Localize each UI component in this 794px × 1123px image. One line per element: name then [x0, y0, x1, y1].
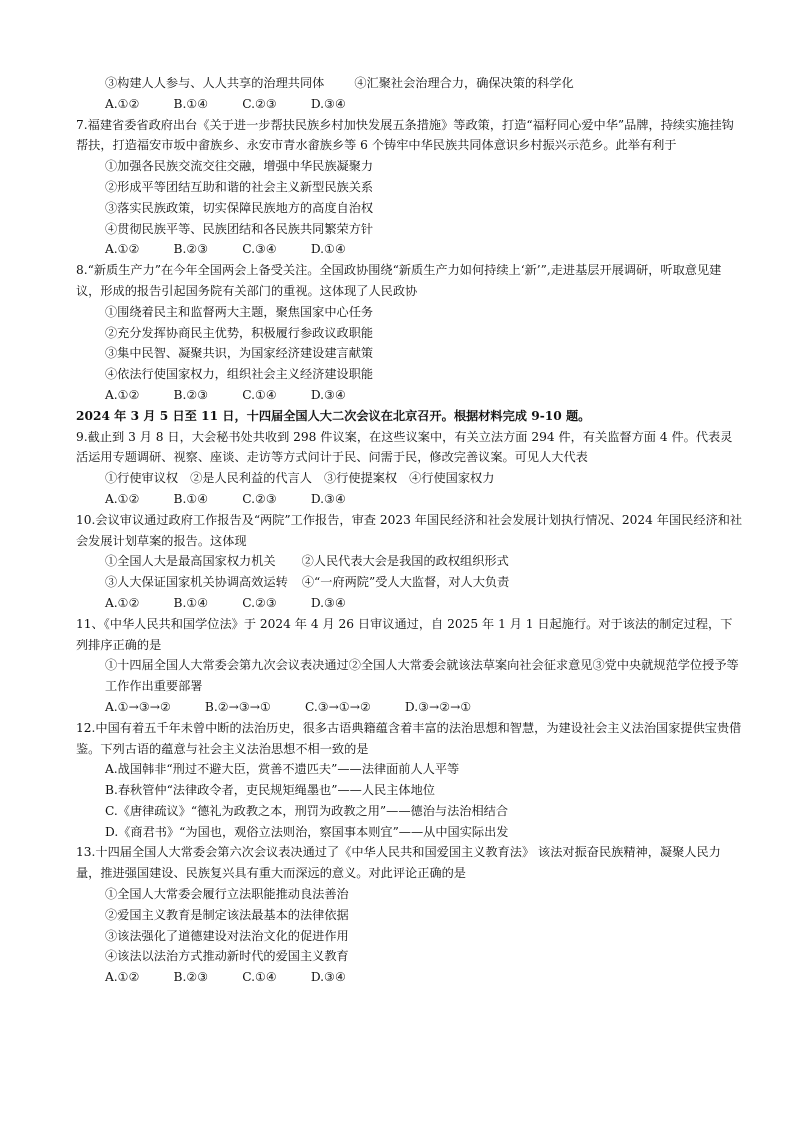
q8-option-d: D.③④	[310, 387, 346, 402]
q11-option-d: D.③→②→①	[404, 699, 472, 714]
q7-item-1: ①加强各民族交流交往交融，增强中华民族凝聚力	[105, 159, 374, 174]
q13-item-4: ④该法以法治方式推动新时代的爱国主义教育	[105, 949, 349, 964]
q13-option-b: B.②③	[173, 970, 209, 985]
q8-item-3: ③集中民智、凝聚共识，为国家经济建设建言献策	[105, 346, 374, 361]
q8-item-4: ④依法行使国家权力，组织社会主义经济建设职能	[105, 367, 374, 382]
q10-items-row1	[76, 551, 744, 572]
q11-stem: 11、《中华人民共和国学位法》于 2024 年 4 月 26 日审议通过，自 2025 年 1 月 1 日起施行。对于该法的制定过程，下列排序正确的是	[76, 616, 733, 652]
q9-options	[76, 489, 744, 510]
q8-stem: 8.“新质生产力”在今年全国两会上备受关注。全国政协围绕“新质生产力如何持续上‘新’”,走进基层开展调研，听取意见建议，形成的报告引起国务院有关部门的重视。这体现了人民政协	[76, 263, 722, 298]
q10-item-3: ③人大保证国家机关协调高效运转	[105, 575, 288, 590]
q9-option-d: D.③④	[310, 491, 346, 506]
q7-stem: 7.福建省委省政府出台《关于进一步帮扶民族乡村加快发展五条措施》等政策，打造“福籽同心爱中华”品牌，持续实施挂钩帮扶，打造福安市坂中畲族乡、永安市青水畲族乡等 6 个铸牢中华民族共同体意识乡村振兴示范乡。此举有利于	[76, 117, 734, 153]
q11-option-a: A.①→③→②	[105, 699, 171, 714]
q8-options	[76, 385, 744, 406]
q13-item-1: ①全国人大常委会履行立法职能推动良法善治	[105, 887, 349, 902]
q6-item-3: ③构建人人参与、人人共享的治理共同体	[105, 76, 325, 90]
q6-option-a: A.①②	[105, 96, 140, 111]
q12-option-b: B.春秋管仲“法律政令者，吏民规矩绳墨也”——人民主体地位	[105, 783, 435, 798]
q9-option-b: B.①④	[173, 491, 209, 506]
q6-items	[76, 73, 744, 94]
q7-option-b: B.②③	[173, 242, 209, 257]
q6-option-d: D.③④	[310, 96, 346, 111]
q7-options	[76, 239, 744, 260]
q7-item-3: ③落实民族政策，切实保障民族地方的高度自治权	[105, 200, 374, 215]
q7-item-2: ②形成平等团结互助和谐的社会主义新型民族关系	[105, 179, 374, 194]
q6-item-4: ④汇聚社会治理合力，确保决策的科学化	[354, 76, 574, 90]
q9-option-c: C.②③	[242, 491, 277, 506]
q8-option-c: C.①④	[242, 387, 277, 402]
q9-item-4: ④行使国家权力	[409, 471, 495, 486]
q10-option-d: D.③④	[310, 595, 346, 610]
q6-option-c: C.②③	[242, 96, 277, 111]
q12-option-c: C.《唐律疏议》“德礼为政教之本，刑罚为政教之用”——德治与法治相结合	[105, 803, 509, 818]
q7-item-4: ④贯彻民族平等、民族团结和各民族共同繁荣方针	[105, 221, 374, 236]
q9-item-2: ②是人民利益的代言人	[190, 471, 312, 486]
q10-items-row2	[76, 572, 744, 593]
q9-item-3: ③行使提案权	[324, 471, 398, 486]
q13-option-c: C.①④	[242, 970, 277, 985]
q8-option-a: A.①②	[105, 387, 140, 402]
q7-option-d: D.①④	[310, 242, 346, 257]
q12-stem: 12.中国有着五千年未曾中断的法治历史，很多古语典籍蕴含着丰富的法治思想和智慧，为建设社会主义法治国家提供宝贵借鉴。下列古语的蕴意与社会主义法治思想不相一致的是	[76, 720, 742, 756]
q9-stem: 9.截止到 3 月 8 日，大会秘书处共收到 298 件议案，在这些议案中，有关立法方面 294 件，有关监督方面 4 件。代表灵活运用专题调研、视察、座谈、走访等方式问计于民、问需于民，修改完善议案。可见人大代表	[76, 429, 733, 465]
q8-option-b: B.②③	[173, 387, 209, 402]
q10-options	[76, 593, 744, 614]
q11-option-c: C.③→①→②	[304, 699, 371, 714]
q7-option-a: A.①②	[105, 242, 140, 257]
section-intro: 2024 年 3 月 5 日至 11 日，十四届全国人大二次会议在北京召开。根据材料完成 9-10 题。	[76, 408, 591, 423]
q10-stem: 10.会议审议通过政府工作报告及“两院”工作报告，审查 2023 年国民经济和社会发展计划执行情况、2024 年国民经济和社会发展计划草案的报告。这体现	[76, 512, 743, 548]
q7-option-c: C.③④	[242, 242, 277, 257]
q11-options	[76, 697, 744, 718]
q13-option-d: D.③④	[310, 970, 346, 985]
q6-options	[76, 94, 744, 115]
q6-option-b: B.①④	[173, 96, 209, 111]
q10-item-1: ①全国人大是最高国家权力机关	[105, 554, 276, 569]
q9-item-1: ①行使审议权	[105, 471, 179, 486]
q12-option-a: A.战国韩非“刑过不避大臣，赏善不遗匹夫”——法律面前人人平等	[105, 762, 460, 777]
q10-option-c: C.②③	[242, 595, 277, 610]
q8-item-2: ②充分发挥协商民主优势，积极履行参政议政职能	[105, 325, 374, 340]
q8-item-1: ①围绕着民主和监督两大主题，聚焦国家中心任务	[105, 304, 374, 319]
q13-item-3: ③该法强化了道德建设对法治文化的促进作用	[105, 928, 349, 943]
q11-option-b: B.②→③→①	[204, 699, 271, 714]
q10-option-a: A.①②	[105, 595, 140, 610]
q10-item-4: ④“一府两院”受人大监督，对人大负责	[301, 575, 510, 590]
q13-item-2: ②爱国主义教育是制定该法最基本的法律依据	[105, 907, 349, 922]
q9-option-a: A.①②	[105, 491, 140, 506]
q13-stem: 13.十四届全国人大常委会第六次会议表决通过了《中华人民共和国爱国主义教育法》 该法对振奋民族精神，凝聚人民力量，推进强国建设、民族复兴具有重大而深远的意义。对此评论正确的是	[76, 845, 721, 881]
q10-item-2: ②人民代表大会是我国的政权组织形式	[301, 554, 509, 569]
q9-items	[76, 468, 744, 489]
q13-options	[76, 967, 744, 988]
q12-option-d: D.《商君书》“为国也，观俗立法则治，察国事本则宜”——从中国实际出发	[105, 824, 509, 839]
q13-option-a: A.①②	[105, 970, 140, 985]
q11-items: ①十四届全国人大常委会第九次会议表决通过②全国人大常委会就该法草案向社会征求意见③党中央就规范学位授予等工作作出重要部署	[105, 658, 739, 694]
q10-option-b: B.①④	[173, 595, 209, 610]
